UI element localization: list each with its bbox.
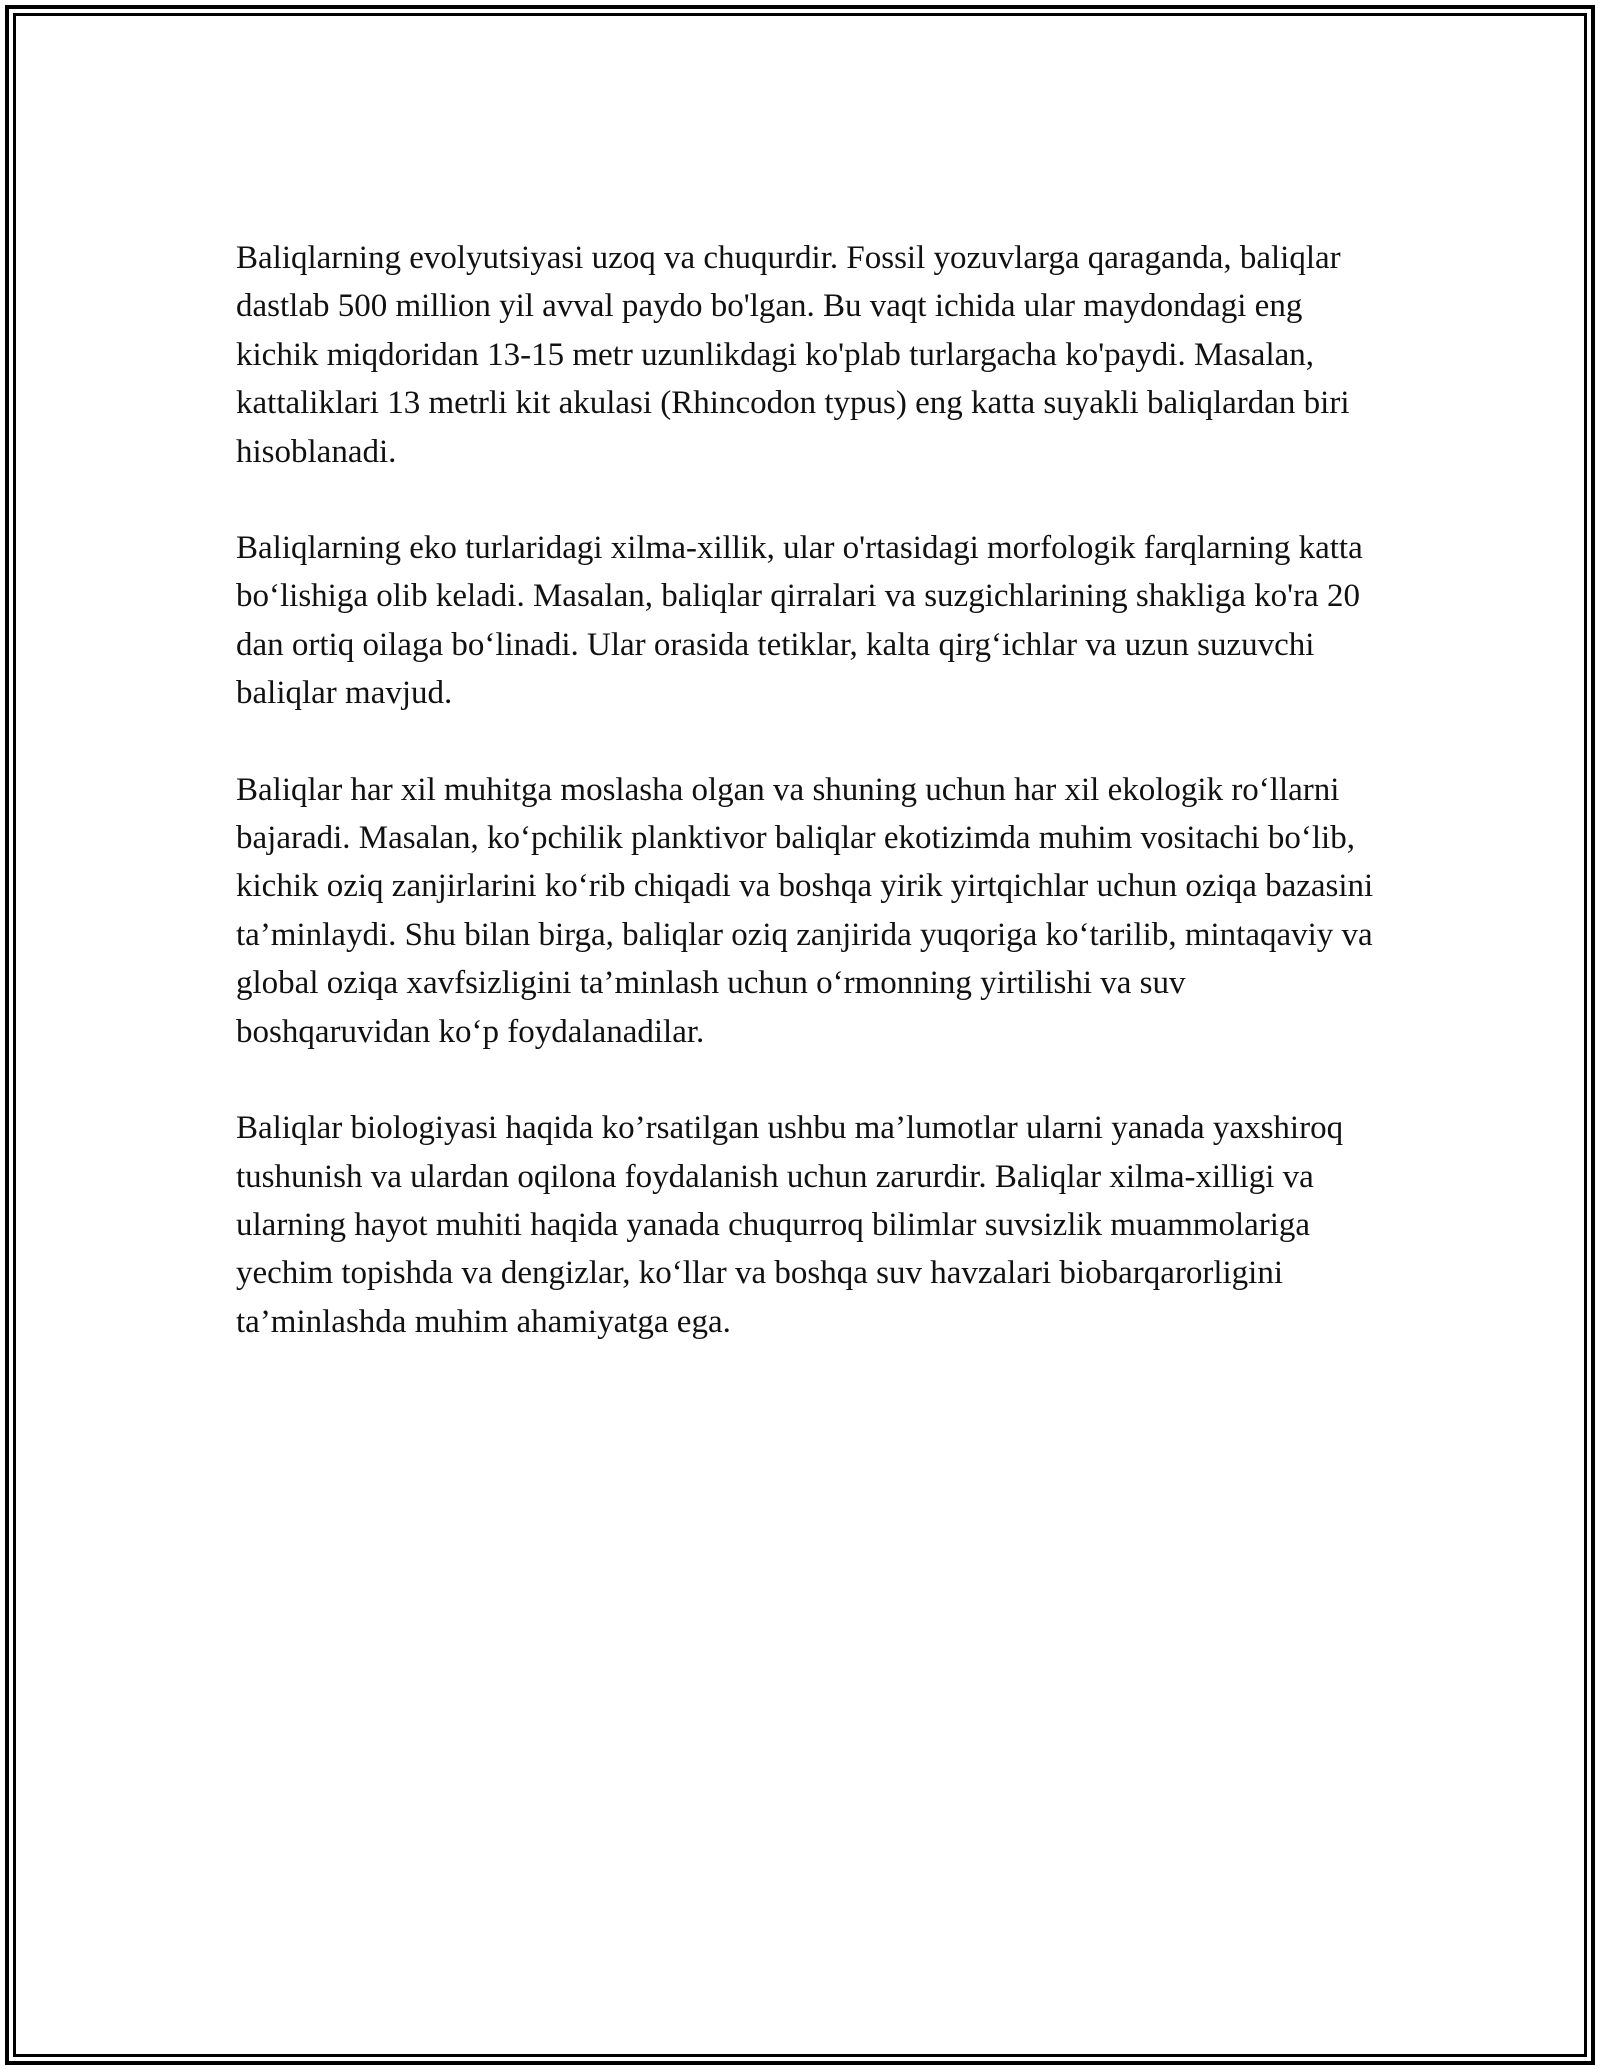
- paragraph-evolution: Baliqlarning evolyutsiyasi uzoq va chuqurdir. Fossil yozuvlarga qaraganda, baliqlar dastlab 500 million yil avval paydo bo'lgan. Bu vaqt ichida ular maydondagi eng kichik miqdoridan 13-15 metr uzunlikdagi ko'plab turlargacha ko'paydi. Masalan, kattaliklari 13 metrli kit akulasi (Rhincodon typus) eng katta suyakli baliqlardan biri hisoblanadi.: [236, 240, 1350, 470]
- paragraph-morphology: Baliqlarning eko turlaridagi xilma-xillik, ular o'rtasidagi morfologik farqlarning katta bo‘lishiga olib keladi. Masalan, baliqlar qirralari va suzgichlarining shakliga ko'ra 20 dan ortiq oilaga bo‘linadi. Ular orasida tetiklar, kalta qirg‘ichlar va uzun suzuvchi baliqlar mavjud.: [236, 530, 1363, 712]
- paragraph-importance: Baliqlar biologiyasi haqida ko’rsatilgan ushbu ma’lumotlar ularni yanada yaxshiroq tushunish va ulardan oqilona foydalanish uchun zarurdir. Baliqlar xilma-xilligi va ularning hayot muhiti haqida yanada chuqurroq bilimlar suvsizlik muammolariga yechim topishda va dengizlar, ko‘llar va boshqa suv havzalari biobarqarorligini ta’minlashda muhim ahamiyatga ega.: [236, 1110, 1344, 1340]
- paragraph-ecology: Baliqlar har xil muhitga moslasha olgan va shuning uchun har xil ekologik ro‘llarni bajaradi. Masalan, ko‘pchilik planktivor baliqlar ekotizimda muhim vositachi bo‘lib, kichik oziq zanjirlarini ko‘rib chiqadi va boshqa yirik yirtqichlar uchun oziqa bazasini ta’minlaydi. Shu bilan birga, baliqlar oziq zanjirida yuqoriga ko‘tarilib, mintaqaviy va global oziqa xavfsizligini ta’minlash uchun o‘rmonning yirtilishi va suv boshqaruvidan ko‘p foydalanadilar.: [236, 771, 1374, 1050]
- document-body: [236, 234, 1376, 1394]
